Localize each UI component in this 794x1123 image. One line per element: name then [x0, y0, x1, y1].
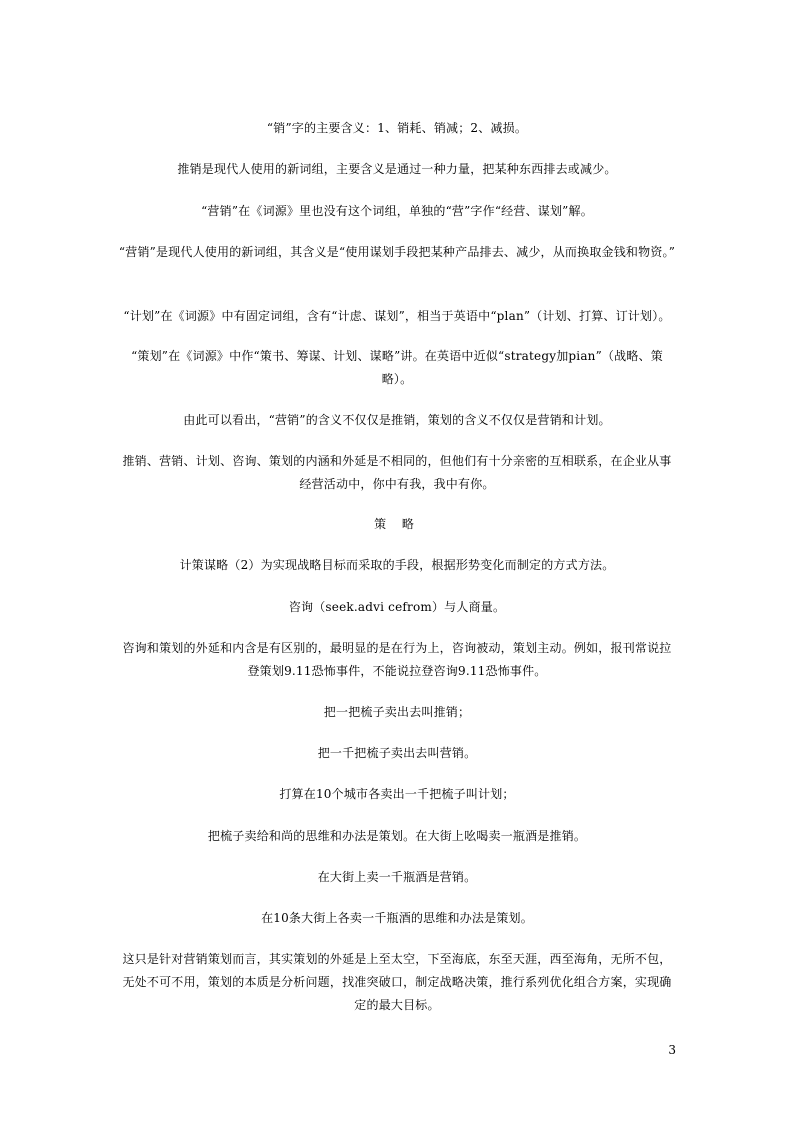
paragraph-cehua-definition: “策划”在《词源》中作“策书、筹谋、计划、谋略”讲。在英语中近似“strategy加pian”（战略、策略）。 — [131, 349, 663, 386]
paragraph-comb-yingxiao: 把一千把梳子卖出去叫营销。 — [317, 746, 477, 760]
paragraph-wine-yingxiao: 在大街上卖一千瓶酒是营销。 — [317, 870, 477, 884]
paragraph-cehua-scope: 这只是针对营销策划而言，其实策划的外延是上至太空，下至海底，东至天涯，西至海角，无所不包，无处不可不用，策划的本质是分析问题，找准突破口，制定战略决策，推行系列优化组合方案，实现确定的最大目标。 — [122, 952, 672, 1012]
paragraph-wine-cehua: 在10条大街上各卖一千瓶酒的思维和办法是策划。 — [261, 911, 533, 925]
paragraph-celue-definition: 计策谋略（2）为实现战略目标而采取的手段，根据形势变化而制定的方式方法。 — [179, 558, 615, 572]
paragraph-comb-jihua: 打算在10个城市各卖出一千把梳子叫计划； — [279, 787, 515, 801]
paragraph-relationship: 推销、营销、计划、咨询、策划的内涵和外延是不相同的，但他们有十分亲密的互相联系，在企业从事经营活动中，你中有我，我中有你。 — [122, 454, 672, 491]
paragraph-comb-cehua: 把梳子卖给和尚的思维和办法是策划。在大街上吆喝卖一瓶酒是推销。 — [207, 829, 587, 843]
section-heading-celue: 策 略 — [374, 517, 420, 531]
paragraph-zixun-definition: 咨询（seek.advi cefrom）与人商量。 — [288, 600, 506, 614]
page-number: 3 — [668, 1043, 676, 1057]
paragraph-tuixiao-definition: 推销是现代人使用的新词组，主要含义是通过一种力量，把某种东西排去或减少。 — [177, 162, 617, 176]
paragraph-conclusion: 由此可以看出，“营销”的含义不仅仅是推销，策划的含义不仅仅是营销和计划。 — [183, 413, 611, 427]
paragraph-xiao-meaning: “销”字的主要含义：1、销耗、销减；2、减损。 — [266, 121, 528, 135]
paragraph-yingxiao-definition: “营销”是现代人使用的新词组，其含义是“使用谋划手段把某种产品排去、减少，从而换取金钱和物资。” — [118, 245, 676, 259]
paragraph-comb-tuixiao: 把一把梳子卖出去叫推销； — [323, 705, 471, 719]
paragraph-jihua-definition: “计划”在《词源》中有固定词组，含有“计虑、谋划”，相当于英语中“plan”（计划、打算、订计划）。 — [123, 309, 671, 323]
paragraph-yingxiao-ciyuan: “营销”在《词源》里也没有这个词组，单独的“营”字作“经营、谋划”解。 — [201, 204, 593, 218]
paragraph-zixun-vs-cehua: 咨询和策划的外延和内含是有区别的，最明显的是在行为上，咨询被动，策划主动。例如，报刊常说拉登策划9.11恐怖事件，不能说拉登咨询9.11恐怖事件。 — [122, 641, 672, 678]
